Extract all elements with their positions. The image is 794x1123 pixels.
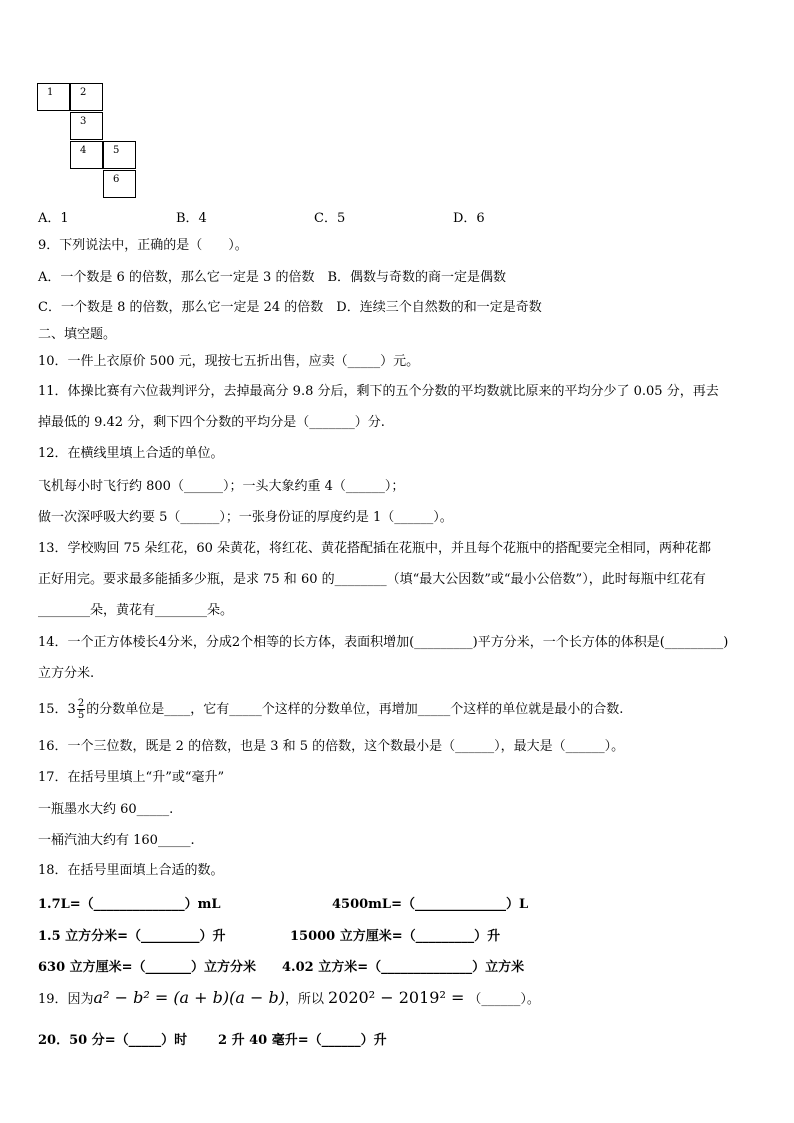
q20-b: 2 升 40 毫升=（______）升 [218, 1033, 387, 1048]
net-cell-1: 1 [37, 83, 70, 111]
q9-stem: 9．下列说法中，正确的是（ ）。 [38, 238, 248, 253]
q8-option-c: C．5 [314, 211, 346, 226]
q17-line1: 一瓶墨水大约 60_____. [38, 802, 174, 817]
q20-a: 20．50 分=（_____）时 [38, 1033, 188, 1048]
q15-fraction [77, 698, 85, 721]
q17-stem: 17．在括号里填上“升”或“毫升” [38, 770, 225, 785]
q15-fraction-denominator: 5 [77, 710, 85, 721]
section-heading-fill-in: 二、填空题。 [38, 327, 117, 342]
q15 [38, 698, 623, 722]
q13-line2: 正好用完。要求最多能插多少瓶，是求 75 和 60 的________（填“最大公因数”或“最小公倍数”），此时每瓶中红花有 [38, 572, 706, 587]
q12-line1: 飞机每小时飞行约 800（______）；一头大象约重 4（______）； [38, 479, 405, 494]
q13-line1: 13．学校购回 75 朵红花，60 朵黄花，将红花、黄花搭配插在花瓶中，并且每个花瓶中的搭配要完全相同，两种花都 [38, 541, 712, 556]
q19-formula: a² − b² = (a + b)(a − b) [93, 988, 285, 1007]
q19 [38, 987, 540, 1011]
q19-expression: 2020² − 2019² = [328, 988, 465, 1007]
q14-line1: 14．一个正方体棱长4分米，分成2个相等的长方体，表面积增加(_________)平方分米，一个长方体的体积是(_________) [38, 635, 729, 650]
q11-line1: 11．体操比赛有六位裁判评分，去掉最高分 9.8 分后，剩下的五个分数的平均数就比原来的平均分少了 0.05 分，再去 [38, 384, 719, 399]
q18-row3-a: 630 立方厘米=（_______）立方分米 [38, 960, 257, 975]
q15-prefix: 15．3 [38, 702, 76, 717]
q17-line2: 一桶汽油大约有 160_____. [38, 833, 195, 848]
q8-option-a: A．1 [38, 211, 69, 226]
q16: 16．一个三位数，既是 2 的倍数，也是 3 和 5 的倍数，这个数最小是（______），最大是（______）。 [38, 739, 625, 754]
q18-row2-b: 15000 立方厘米=（_________）升 [290, 929, 501, 944]
q18-row3-b: 4.02 立方米=（______________）立方米 [282, 960, 525, 975]
q9-options-line2: C．一个数是 8 的倍数，那么它一定是 24 的倍数 D．连续三个自然数的和一定是奇数 [38, 300, 542, 315]
q19-prefix: 19．因为 [38, 992, 94, 1007]
q9-options-line1: A．一个数是 6 的倍数，那么它一定是 3 的倍数 B．偶数与奇数的商一定是偶数 [38, 270, 507, 285]
q11-line2: 掉最低的 9.42 分，剩下四个分数的平均分是（_______）分. [38, 415, 385, 430]
q15-suffix: 的分数单位是____，它有_____个这样的分数单位，再增加_____个这样的单位就是最小的合数. [86, 702, 624, 717]
q18-stem: 18．在括号里面填上合适的数。 [38, 863, 224, 878]
q12-stem: 12．在横线里填上合适的单位。 [38, 446, 224, 461]
net-cell-6: 6 [103, 170, 136, 198]
q8-option-d: D．6 [453, 211, 485, 226]
q18-row2-a: 1.5 立方分米=（_________）升 [38, 929, 226, 944]
q14-line2: 立方分米. [38, 666, 95, 681]
net-cell-5: 5 [103, 141, 136, 169]
q13-line3: ________朵，黄花有________朵。 [38, 603, 234, 618]
net-cell-3: 3 [70, 112, 103, 140]
q12-line2: 做一次深呼吸大约要 5（______）；一张身份证的厚度约是 1（______）。 [38, 510, 453, 525]
net-cell-4: 4 [70, 141, 103, 169]
q10: 10．一件上衣原价 500 元，现按七五折出售，应卖（_____）元。 [38, 354, 420, 369]
q19-suffix: （______）。 [468, 992, 540, 1007]
q18-row1-b: 4500mL=（______________）L [332, 897, 529, 912]
q18-row1-a: 1.7L=（______________）mL [38, 897, 221, 912]
q15-fraction-numerator: 2 [77, 698, 85, 709]
net-cell-2: 2 [70, 83, 103, 111]
q8-option-b: B．4 [176, 211, 207, 226]
q19-mid: ，所以 [285, 992, 325, 1007]
